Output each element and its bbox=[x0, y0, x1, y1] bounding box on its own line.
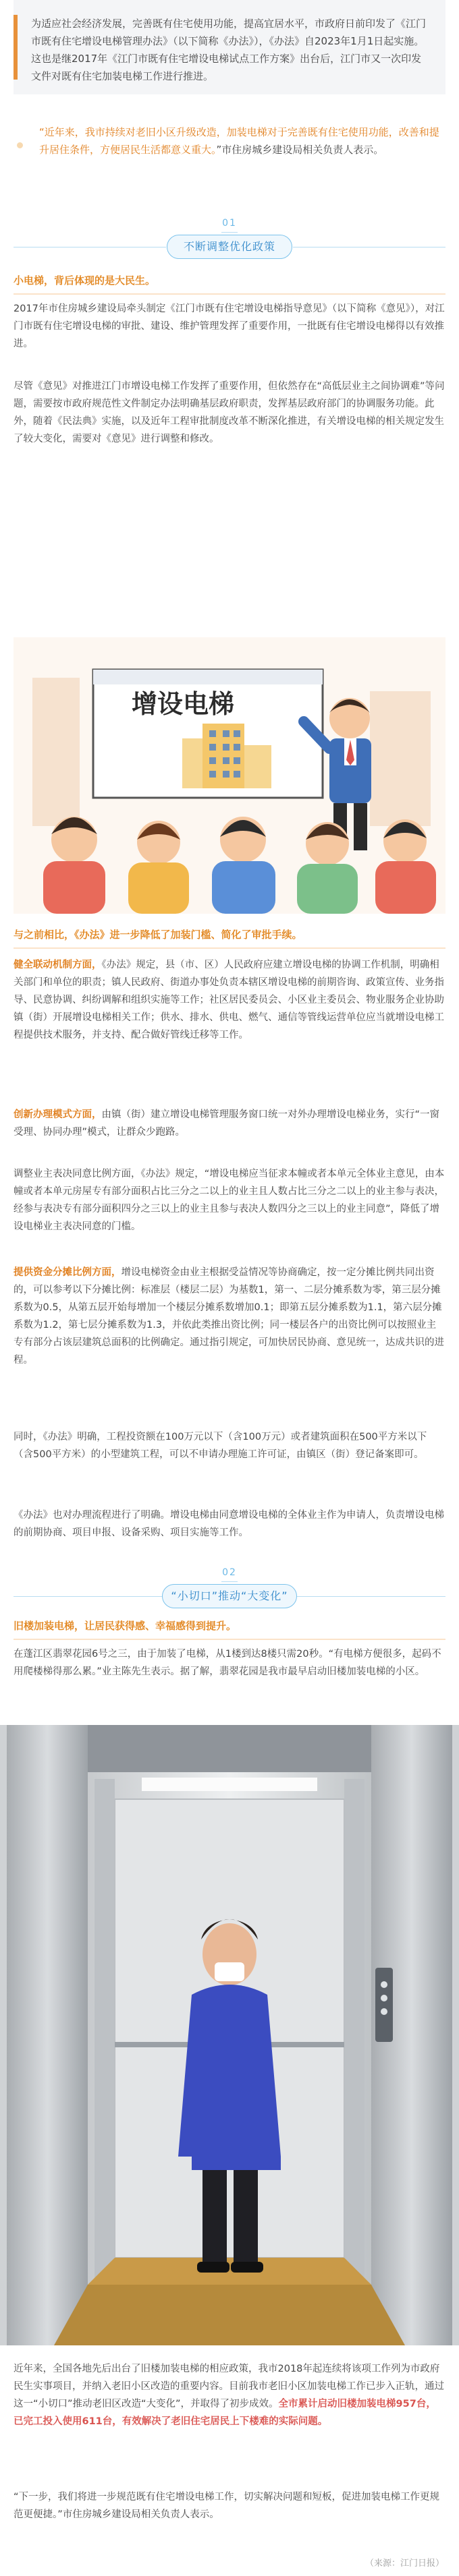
article-source: （来源：江门日报） bbox=[364, 2558, 444, 2569]
section-1-subhead bbox=[14, 273, 446, 295]
section-1-paragraph-2: 尽管《意见》对推进江门市增设电梯工作发挥了重要作用，但依然存在“高低层业主之间协调难”等问题，需要按市政府规范性文件制定办法明确基层政府职责，发挥基层政府部门的协调服务功能。此外，随着《民法典》实施，以及近年工程审批制度改革不断深化推进，有关增设电梯的相关规定发生了较大变化，需要对《意见》进行调整和修改。 bbox=[14, 381, 445, 444]
section-2-paragraph-2: 近年来，全国各地先后出台了旧楼加装电梯的相应政策，我市2018年起连续将该项工作列为市政府民生实事项目，并纳入老旧小区改造的重要内容。目前我市老旧小区加装电梯工作已步入正轨，通过这一“小切口”推动老旧区改造“大变化”，并取得了初步成效。全市累计启动旧楼加装电梯957台，已完工投入使用611台，有效解决了老旧住宅居民上下楼难的实际问题。 bbox=[14, 2364, 444, 2427]
elevator-meeting-illustration bbox=[14, 637, 446, 914]
vote-ratio-paragraph: 调整业主表决同意比例方面，《办法》规定，“增设电梯应当征求本幢或者本单元全体业主意见，由本幢或者本单元房屋专有部分面积占比三分之二以上的业主且人数占比三分之二以上的业主参与表决，经参与表决专有部分面积四分之三以上的业主且参与表决人数四分之三以上的业主同意”，降低了增设电梯业主表决同意的门槛。 bbox=[14, 1169, 445, 1232]
elevator-photo bbox=[0, 1725, 459, 2345]
section-1b-subhead bbox=[14, 927, 446, 949]
illustration-title: 增设电梯 bbox=[132, 689, 235, 719]
section-2-subhead bbox=[14, 1618, 446, 1640]
section-1-title: 不断调整优化政策 bbox=[167, 235, 292, 259]
section-2-rule-right bbox=[297, 1596, 446, 1597]
quote-dot-icon bbox=[17, 142, 23, 148]
section-1b-subhead-text: 与之前相比，《办法》进一步降低了加装门槛、简化了审批手续。 bbox=[14, 929, 302, 941]
elevator-stats-highlight: 全市累计启动旧楼加装电梯957台，已完工投入使用611台，有效解决了老旧住宅居民上下楼难的实际问题。 bbox=[14, 2399, 436, 2427]
cost-sharing-paragraph: 提供资金分摊比例方面，增设电梯资金由业主根据受益情况等协商确定，按一定分摊比例共同出资的，可以参考以下分摊比例：标准层（楼层二层）为基数1，第一、二层分摊系数为零，第三层分摊系数为0.5，从第五层开始每增加一个楼层分摊系数增加0.1；即第五层分摊系数为1.1，第六层分摊系数为1.2，第七层分摊系数为1.3，并依此类推出资比例；同一楼层各户的出资比例可以按照业主专有部分占该层建筑总面积的比例确定。通过指引规定，可加快居民协商、意见统一，达成共识的进程。 bbox=[14, 1267, 444, 1366]
service-model-paragraph: 创新办理模式方面，由镇（街）建立增设电梯管理服务窗口统一对外办理增设电梯业务，实行“一窗受理、协同办理”模式，让群众少跑路。 bbox=[14, 1109, 440, 1138]
section-2-title: “小切口”推动“大变化” bbox=[162, 1584, 297, 1608]
intro-box bbox=[14, 0, 446, 94]
section-2-number: 02 bbox=[222, 1567, 237, 1578]
section-2-paragraph-3: “下一步，我们将进一步规范既有住宅增设电梯工作，切实解决问题和短板，促进加装电梯工作更规范更便捷。”市住房城乡建设局相关负责人表示。 bbox=[14, 2492, 440, 2520]
intro-text: 为适应社会经济发展，完善既有住宅使用功能，提高宜居水平，市政府日前印发了《江门市既有住宅增设电梯管理办法》（以下简称《办法》），《办法》自2023年1月1日起实施。这也是继2017年《江门市既有住宅增设电梯试点工作方案》出台后，江门市又一次印发文件对既有住宅加装电梯工作进行推进。 bbox=[31, 18, 427, 82]
section-2-rule-left bbox=[14, 1596, 162, 1597]
section-1-number: 01 bbox=[222, 218, 237, 229]
quote-block bbox=[39, 123, 443, 184]
section-2-paragraph-1: 在蓬江区翡翠花园6号之三，由于加装了电梯，从1楼到达8楼只需20秒。“有电梯方便很多，起码不用爬楼梯得那么累。”业主陈先生表示。据了解，翡翠花园是我市最早启动旧楼加装电梯的小区。 bbox=[14, 1649, 441, 1677]
quote-attribution: ”市住房城乡建设局相关负责人表示。 bbox=[216, 144, 384, 156]
section-1-paragraph-1: 2017年市住房城乡建设局牵头制定《江门市既有住宅增设电梯指导意见》（以下简称《意见》），对江门市既有住宅增设电梯的审批、建设、维护管理发挥了重要作用，一批既有住宅增设电梯得以有效推进。 bbox=[14, 303, 445, 349]
quote-text bbox=[39, 123, 443, 158]
intro-accent-bar bbox=[14, 15, 18, 80]
section-2-divider bbox=[221, 1581, 238, 1582]
quote-highlight: “近年来，我市持续对老旧小区升级改造，加装电梯对于完善既有住宅使用功能，改善和提升居住条件，方便居民生活都意义重大。 bbox=[39, 126, 439, 156]
section-2-subhead-text: 旧楼加装电梯，让居民获得感、幸福感得到提升。 bbox=[14, 1620, 237, 1632]
section-1-subhead-text: 小电梯，背后体现的是大民生。 bbox=[14, 274, 156, 287]
linkage-mechanism-paragraph: 健全联动机制方面，《办法》规定，县（市、区）人民政府应建立增设电梯的协调工作机制，明确相关部门和单位的职责；镇人民政府、街道办事处负责本辖区增设电梯的前期咨询、政策宣传、业务指导、民意协调、纠纷调解和组织实施等工作；社区居民委员会、小区业主委员会、物业服务企业协助镇（街）开展增设电梯相关工作；供水、排水、供电、燃气、通信等管线运营单位应当就增设电梯工程提供技术服务，并支持、配合做好管线迁移等工作。 bbox=[14, 960, 444, 1041]
permit-paragraph: 同时，《办法》明确，工程投资额在100万元以下（含100万元）或者建筑面积在500平方米以下（含500平方米）的小型建筑工程，可以不申请办理施工许可证，由镇区（街）登记备案即可。 bbox=[14, 1432, 427, 1460]
section-1-divider bbox=[221, 232, 238, 233]
procedure-paragraph: 《办法》也对办理流程进行了明确。增设电梯由同意增设电梯的全体业主作为申请人，负责增设电梯的前期协商、项目申报、设备采购、项目实施等工作。 bbox=[14, 1510, 444, 1538]
